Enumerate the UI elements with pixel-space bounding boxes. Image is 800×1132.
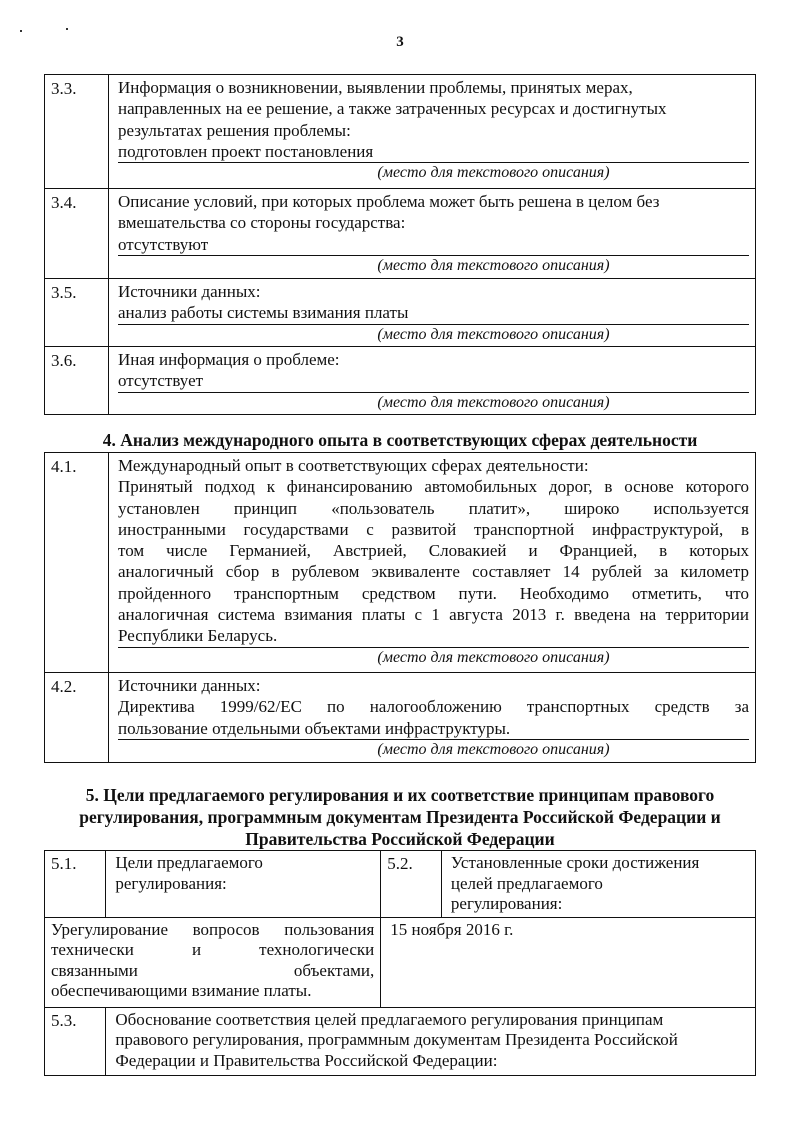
- row-content: [109, 75, 756, 189]
- placeholder-hint: (место для текстового описания): [377, 325, 610, 343]
- text-line: правового регулирования, программным документам Президента Российской: [115, 1030, 678, 1049]
- answer-text: отсутствуют: [118, 234, 749, 256]
- heading-line: 5. Цели предлагаемого регулирования и их соответствие принципам правового: [85, 785, 715, 805]
- scan-speck: [66, 28, 68, 30]
- row-content: [109, 347, 756, 415]
- text-line: том числе Германией, Австрией, Словакией и Францией, в которых: [118, 541, 749, 561]
- row-number: 5.3.: [45, 1007, 106, 1075]
- row-content: [109, 673, 756, 763]
- text-line: регулирования:: [450, 894, 563, 913]
- row-content: [109, 279, 756, 347]
- text-line: аналогичный сбор в рублевом эквиваленте составляет 14 рублей за километр: [118, 562, 749, 582]
- placeholder-hint: (место для текстового описания): [377, 164, 610, 182]
- page-number: 3: [396, 34, 404, 50]
- text-line: Цели предлагаемого: [115, 853, 263, 872]
- text-line: Описание условий, при которых проблема может быть решена в целом без: [118, 192, 660, 211]
- text-line: пройденного транспортным средством пути. Необходимо отметить, что: [118, 583, 749, 603]
- row-content: [109, 189, 756, 279]
- text-line: Источники данных:: [118, 282, 261, 301]
- row-number: 4.2.: [45, 673, 109, 763]
- section-4-table: [44, 452, 756, 763]
- text-line: вмешательства со стороны государства:: [118, 213, 406, 233]
- text-line: Международный опыт в соответствующих сферах деятельности:: [118, 456, 589, 475]
- row-3-5: [45, 279, 756, 347]
- text-line: Обоснование соответствия целей предлагаемого регулирования принципам: [115, 1009, 664, 1029]
- text-line: Федерации и Правительства Российской Федерации:: [115, 1050, 498, 1070]
- answer-text: анализ работы системы взимания платы: [118, 302, 749, 324]
- placeholder-hint: (место для текстового описания): [377, 393, 610, 411]
- heading-line: Правительства Российской Федерации: [245, 829, 555, 849]
- text-line: целей предлагаемого: [450, 873, 603, 893]
- text-line: обеспечивающими взимание платы.: [51, 981, 312, 1000]
- deadline-value: 15 ноября 2016 г.: [381, 917, 756, 1007]
- row-3-4: [45, 189, 756, 279]
- placeholder-hint: (место для текстового описания): [377, 648, 610, 666]
- placeholder-hint: (место для текстового описания): [377, 256, 610, 274]
- answer-text: подготовлен проект постановления: [118, 141, 749, 163]
- row-number: 5.2.: [381, 851, 442, 918]
- answer-text: отсутствует: [118, 370, 749, 392]
- text-line: аналогичная система взимания платы с 1 августа 2013 г. введена на территории: [118, 605, 749, 625]
- heading-line: регулирования, программным документам Президента Российской Федерации и: [79, 807, 721, 827]
- text-line: Установленные сроки достижения: [450, 853, 700, 872]
- row-number: 5.1.: [45, 851, 106, 918]
- row-3-6: [45, 347, 756, 415]
- text-line: Урегулирование вопросов пользования: [51, 919, 375, 939]
- text-line: технически и технологически: [51, 940, 375, 959]
- row-content: [109, 453, 756, 673]
- text-line: связанными объектами,: [51, 960, 375, 980]
- text-line: Источники данных:: [118, 676, 261, 695]
- answer-text: пользование отдельными объектами инфраструктуры.: [118, 718, 749, 740]
- scan-speck: [20, 30, 22, 32]
- row-5-3: [45, 1007, 756, 1075]
- row-number: 3.4.: [45, 189, 109, 279]
- section-4-heading: 4. Анализ международного опыта в соответствующих сферах деятельности: [102, 430, 698, 450]
- text-line: регулирования:: [115, 873, 227, 893]
- row-4-1: [45, 453, 756, 673]
- text-line: установлен принцип «пользователь платит», широко используется: [118, 498, 749, 518]
- row-number: 3.6.: [45, 347, 109, 415]
- row-content: [106, 1007, 756, 1075]
- row-5-header: [45, 851, 756, 918]
- text-line: Принятый подход к финансированию автомобильных дорог, в основе которого: [118, 477, 749, 497]
- text-line: иностранными государствами с развитой транспортной инфраструктурой, в: [118, 519, 749, 539]
- text-line: результатах решения проблемы:: [118, 120, 351, 140]
- row-3-3: [45, 75, 756, 189]
- row-4-2: [45, 673, 756, 763]
- row-number: 4.1.: [45, 453, 109, 673]
- deadlines-header: [441, 851, 755, 918]
- goals-header: [106, 851, 381, 918]
- section-5-heading: [44, 784, 756, 850]
- answer-text: Республики Беларусь.: [118, 625, 749, 647]
- placeholder-hint: (место для текстового описания): [377, 740, 610, 758]
- section-5-table: [44, 850, 756, 1076]
- row-number: 3.3.: [45, 75, 109, 189]
- row-5-values: [45, 917, 756, 1007]
- section-3-table: [44, 74, 756, 415]
- text-line: направленных на ее решение, а также затраченных ресурсах и достигнутых: [118, 99, 667, 119]
- row-number: 3.5.: [45, 279, 109, 347]
- text-line: Иная информация о проблеме:: [118, 350, 340, 369]
- goal-description: [45, 917, 381, 1007]
- text-line: Информация о возникновении, выявлении проблемы, принятых мерах,: [118, 78, 633, 97]
- text-line: Директива 1999/62/ЕС по налогообложению транспортных средств за: [118, 697, 749, 717]
